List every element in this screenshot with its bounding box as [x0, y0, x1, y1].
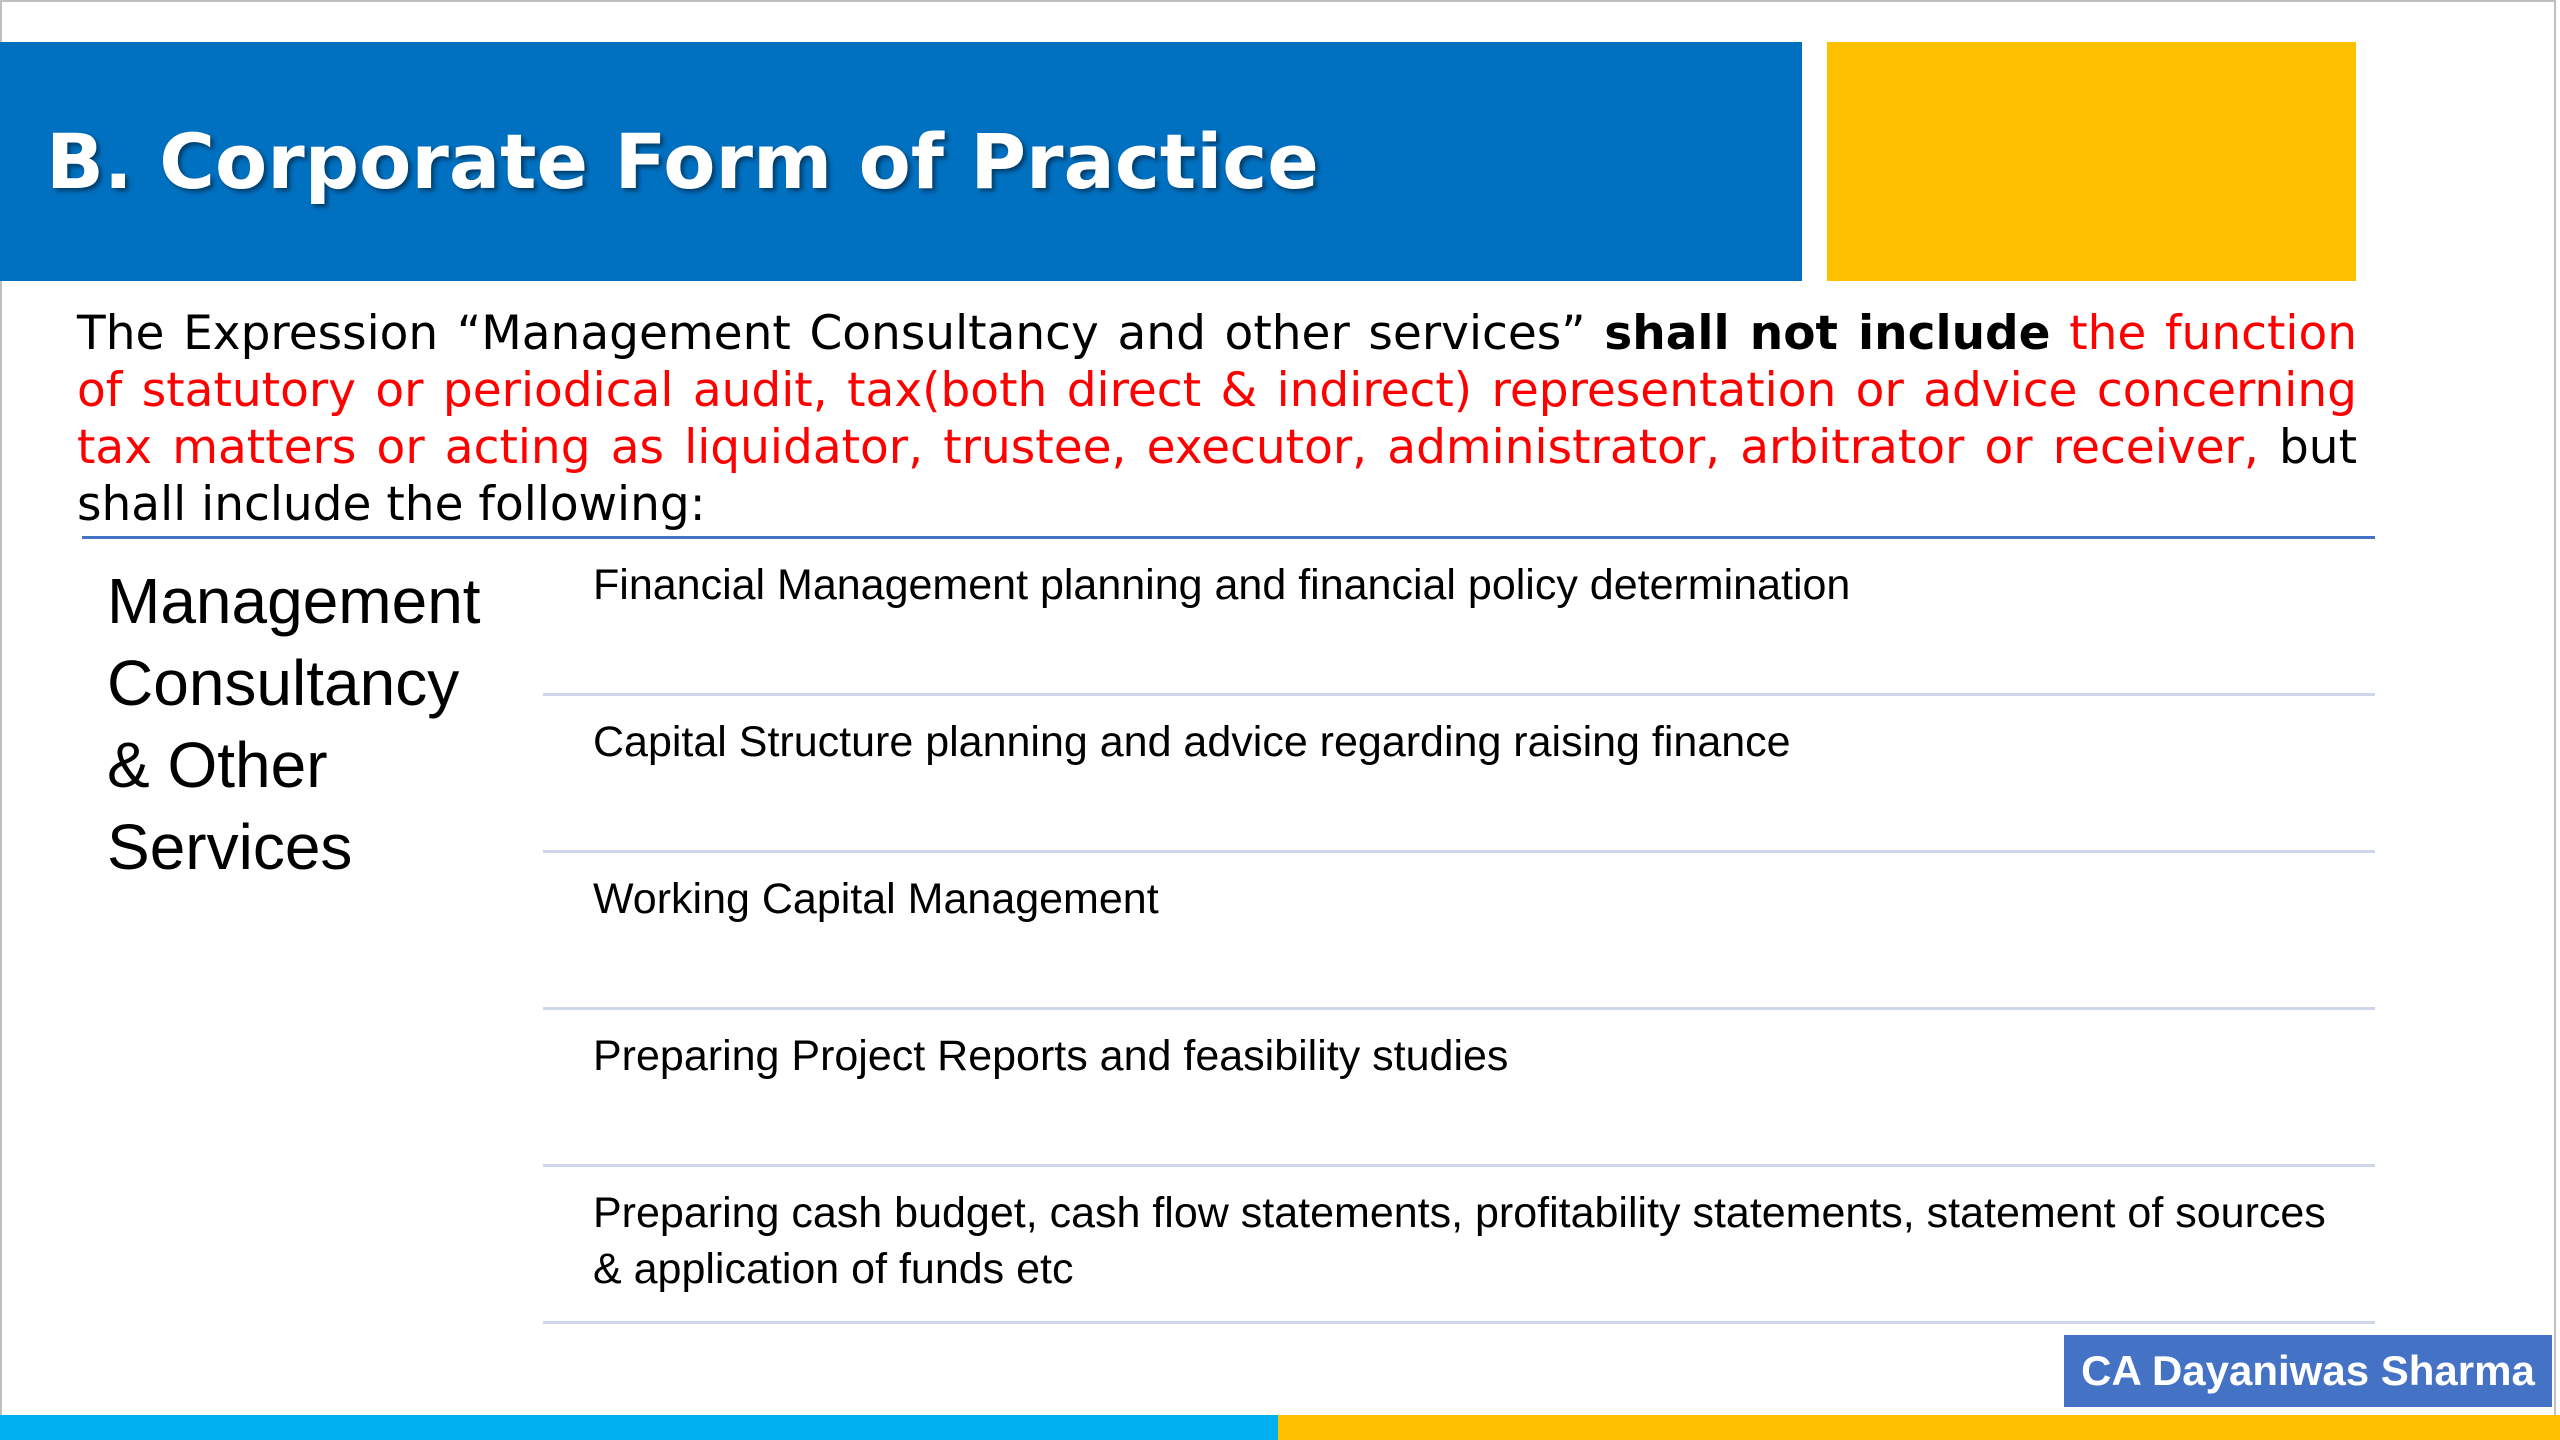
- intro-text-tail: but shall include the following:: [77, 420, 2358, 532]
- footer-bar-yellow: [1278, 1415, 2560, 1440]
- list-item-text: Financial Management planning and financial policy determination: [593, 561, 1851, 609]
- author-badge: CA Dayaniwas Sharma: [2064, 1335, 2552, 1407]
- list-item: [543, 1167, 2375, 1324]
- side-heading-line: Management: [107, 565, 481, 637]
- side-heading-line: & Other: [107, 729, 328, 801]
- list-item: [543, 539, 2375, 696]
- side-heading: [107, 560, 547, 888]
- list-item-text: Capital Structure planning and advice regarding raising finance: [593, 718, 1791, 766]
- accent-block: [1827, 42, 2356, 281]
- list-item: [543, 853, 2375, 1010]
- intro-text-bold: shall not include: [1604, 306, 2051, 361]
- slide-title: B. Corporate Form of Practice: [46, 117, 1319, 206]
- list-item: [543, 696, 2375, 853]
- side-heading-line: Services: [107, 811, 353, 883]
- intro-paragraph: [77, 305, 2357, 533]
- title-bar: [0, 42, 1802, 281]
- side-heading-line: Consultancy: [107, 647, 460, 719]
- list-item-text: Preparing Project Reports and feasibility studies: [593, 1032, 1509, 1080]
- intro-text-plain: The Expression “Management Consultancy and other services”: [77, 306, 1605, 361]
- list-item-text: Working Capital Management: [593, 875, 1159, 923]
- footer-bar-blue: [0, 1415, 1278, 1440]
- list-item: [543, 1010, 2375, 1167]
- list-item-text: Preparing cash budget, cash flow statements, profitability statements, statement of sources & application of funds etc: [593, 1189, 2326, 1293]
- intro-text-exclusions: the function of statutory or periodical audit, tax(both direct & indirect) representation or advice concerning tax matters or acting as liquidator, trustee, executor, administrator, arbitrator or receiver,: [77, 306, 2357, 475]
